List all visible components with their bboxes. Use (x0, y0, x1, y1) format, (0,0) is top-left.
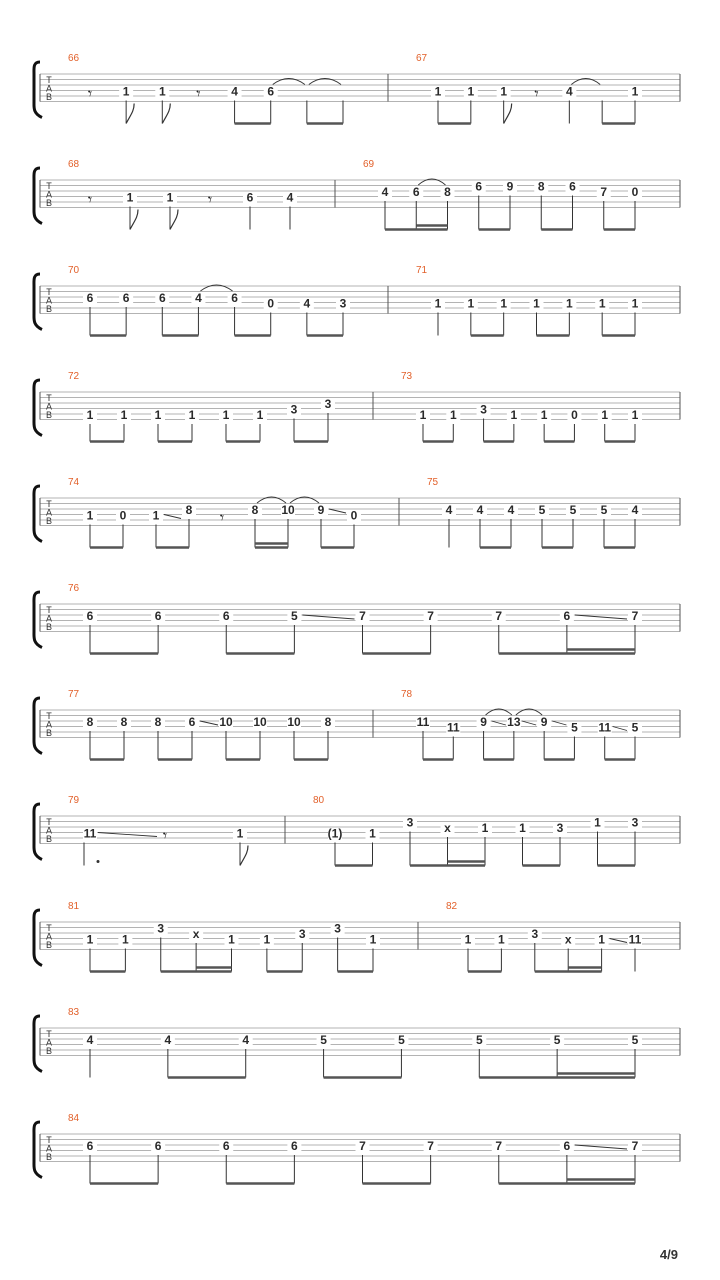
tab-clef-letter: A (45, 295, 53, 306)
tab-clef-letter: B (45, 622, 53, 632)
fret-number: 1 (369, 932, 377, 947)
eighth-rest: 𝄾 (219, 510, 225, 527)
tab-system (34, 1113, 680, 1184)
fret-number: 1 (236, 826, 244, 841)
fret-number: 7 (631, 1139, 639, 1153)
fret-number: 1 (86, 408, 94, 422)
note-flag (126, 104, 134, 124)
fret-number: 1 (419, 408, 427, 422)
system-bracket (34, 804, 42, 860)
eighth-rest: 𝄾 (87, 192, 93, 209)
fret-number: 1 (126, 190, 134, 205)
fret-number: 3 (480, 402, 487, 417)
eighth-rest: 𝄾 (207, 192, 213, 209)
slide-line (164, 515, 181, 519)
fret-number: 9 (506, 179, 514, 194)
fret-number: 4 (86, 1033, 94, 1047)
fret-number: 8 (120, 715, 128, 729)
measure-number: 70 (68, 265, 80, 276)
measure-number: 75 (427, 477, 439, 488)
tab-clef-letter: B (45, 728, 53, 738)
fret-number: 1 (598, 296, 606, 311)
fret-number: 4 (381, 185, 389, 199)
fret-number: 4 (476, 503, 484, 517)
fret-number: 5 (600, 503, 608, 517)
tab-clef-letter: T (46, 393, 52, 403)
tab-clef-letter: T (46, 181, 52, 191)
tab-clef-letter: B (45, 516, 53, 526)
fret-number: 1 (449, 408, 457, 422)
fret-number: 6 (475, 179, 483, 194)
fret-number: 1 (120, 408, 128, 422)
fret-number: 1 (263, 932, 271, 947)
fret-number: 6 (222, 1139, 230, 1153)
tab-system (34, 371, 680, 442)
fret-number: 1 (481, 821, 489, 835)
tab-clef-letter: B (45, 304, 53, 314)
fret-number: 11 (628, 932, 642, 947)
fret-number: 6 (86, 609, 94, 623)
fret-number: (1) (327, 826, 343, 841)
dot (97, 860, 100, 863)
tab-clef-letter: A (45, 1037, 53, 1048)
tab-clef-letter: B (45, 92, 53, 102)
fret-number: 1 (510, 408, 518, 422)
fret-number: 7 (427, 1139, 434, 1153)
fret-number: 1 (222, 408, 230, 422)
tab-clef-letter: B (45, 1046, 53, 1056)
tab-system (34, 159, 680, 230)
fret-number: 1 (540, 408, 548, 422)
fret-number: 0 (350, 508, 358, 523)
tab-clef-letter: B (45, 410, 53, 420)
tab-system (34, 795, 680, 866)
fret-number: 6 (291, 1139, 298, 1153)
fret-number: 6 (231, 291, 238, 305)
fret-number: 1 (434, 296, 442, 311)
tab-clef-letter: B (45, 940, 53, 950)
fret-number: 3 (339, 296, 347, 311)
fret-number: 1 (122, 932, 129, 947)
slide-line (200, 721, 218, 725)
fret-number: 1 (533, 296, 540, 311)
fret-number: 13 (507, 715, 521, 729)
fret-number: 10 (219, 715, 233, 729)
note-flag (130, 210, 138, 230)
fret-number: 4 (565, 84, 573, 99)
measure-number: 66 (68, 53, 80, 64)
fret-number: 1 (565, 296, 573, 311)
fret-number: 1 (498, 932, 505, 947)
fret-number: 1 (601, 408, 609, 422)
fret-number: 8 (154, 715, 162, 729)
system-bracket (34, 486, 42, 542)
tab-clef-letter: B (45, 834, 53, 844)
fret-number: 6 (154, 1139, 162, 1153)
fret-number: 1 (434, 84, 442, 99)
tab-clef-letter: A (45, 189, 53, 200)
fret-number: 6 (246, 190, 254, 205)
fret-number: 8 (251, 503, 259, 517)
fret-number: 5 (320, 1033, 327, 1047)
fret-number: 8 (444, 185, 451, 199)
fret-number: x (192, 927, 200, 941)
tab-system (34, 265, 680, 336)
measure-number: 69 (363, 159, 375, 170)
fret-number: 0 (119, 508, 127, 523)
tab-clef-letter: A (45, 83, 53, 94)
system-bracket (34, 274, 42, 330)
fret-number: 7 (631, 609, 639, 623)
slide-line (575, 615, 627, 619)
tab-clef-letter: A (45, 401, 53, 412)
fret-number: 3 (631, 815, 639, 830)
note-flag (162, 104, 170, 124)
tab-clef-letter: A (45, 1143, 53, 1154)
system-bracket (34, 910, 42, 966)
system-bracket (34, 168, 42, 224)
fret-number: 1 (122, 84, 130, 99)
fret-number: 11 (598, 720, 612, 735)
measure-number: 68 (68, 159, 80, 170)
fret-number: 4 (286, 190, 294, 205)
fret-number: 5 (569, 503, 577, 517)
measure-number: 72 (68, 371, 80, 382)
fret-number: 5 (631, 720, 639, 735)
fret-number: 3 (290, 402, 298, 417)
fret-number: 4 (507, 503, 515, 517)
fret-number: 0 (267, 296, 275, 311)
fret-number: 1 (631, 296, 639, 311)
system-bracket (34, 62, 42, 118)
fret-number: 10 (253, 715, 267, 729)
fret-number: 6 (222, 609, 230, 623)
fret-number: 8 (324, 715, 332, 729)
tab-clef-letter: A (45, 719, 53, 730)
fret-number: 8 (537, 179, 545, 194)
fret-number: 4 (164, 1033, 172, 1047)
fret-number: 3 (298, 927, 306, 941)
note-flag (504, 104, 512, 124)
fret-number: 1 (631, 408, 639, 422)
fret-number: x (564, 932, 572, 947)
fret-number: 1 (598, 932, 605, 947)
measure-number: 79 (68, 795, 80, 806)
system-bracket (34, 1016, 42, 1072)
fret-number: 5 (291, 609, 298, 623)
measure-number: 81 (68, 901, 80, 912)
fret-number: 11 (83, 826, 97, 841)
tab-system (34, 901, 680, 972)
fret-number: 3 (157, 921, 165, 936)
slide-line (522, 721, 536, 725)
fret-number: 9 (540, 715, 548, 729)
fret-number: 7 (495, 609, 503, 623)
fret-number: 1 (467, 296, 475, 311)
slide-line (613, 727, 627, 731)
fret-number: 3 (406, 815, 414, 830)
fret-number: 5 (631, 1033, 639, 1047)
tab-clef-letter: A (45, 825, 53, 836)
tab-clef-letter: B (45, 1152, 53, 1162)
fret-number: 1 (369, 826, 376, 841)
eighth-rest: 𝄾 (196, 86, 201, 103)
fret-number: 7 (427, 609, 434, 623)
slide-line (610, 939, 627, 943)
fret-number: 11 (446, 720, 460, 735)
fret-number: 8 (185, 503, 193, 517)
slide-line (575, 1145, 627, 1149)
slide-line (302, 615, 354, 619)
note-flag (240, 846, 248, 866)
fret-number: 6 (86, 1139, 94, 1153)
tab-clef-letter: T (46, 287, 52, 297)
tab-system (34, 689, 680, 760)
fret-number: 3 (531, 927, 539, 941)
fret-number: 1 (228, 932, 235, 947)
fret-number: 5 (398, 1033, 405, 1047)
fret-number: 4 (242, 1033, 250, 1047)
slide-line (552, 721, 566, 725)
tab-clef-letter: T (46, 817, 52, 827)
fret-number: 1 (464, 932, 472, 947)
tab-system (34, 477, 680, 548)
fret-number: 9 (480, 715, 487, 729)
fret-number: 1 (152, 508, 160, 523)
fret-number: 1 (467, 84, 475, 99)
tab-clef-letter: T (46, 75, 52, 85)
fret-number: 3 (334, 921, 341, 936)
eighth-rest: 𝄾 (87, 86, 93, 103)
fret-number: 4 (445, 503, 453, 517)
measure-number: 77 (68, 689, 80, 700)
system-bracket (34, 1122, 42, 1178)
eighth-rest: 𝄾 (534, 86, 539, 103)
fret-number: 6 (412, 185, 420, 199)
fret-number: 4 (303, 296, 311, 311)
slide-line (329, 509, 346, 513)
fret-number: 7 (495, 1139, 503, 1153)
fret-number: 0 (631, 185, 639, 199)
fret-number: 1 (500, 296, 508, 311)
measure-number: 82 (446, 901, 458, 912)
fret-number: 3 (324, 397, 332, 411)
tab-clef-letter: T (46, 1135, 52, 1145)
fret-number: 7 (600, 185, 608, 199)
measure-number: 76 (68, 583, 80, 594)
system-bracket (34, 380, 42, 436)
fret-number: 11 (416, 715, 430, 729)
measure-number: 80 (313, 795, 325, 806)
tab-clef-letter: A (45, 613, 53, 624)
note-flag (170, 210, 178, 230)
fret-number: 7 (359, 609, 366, 623)
fret-number: 5 (571, 720, 578, 735)
fret-number: x (444, 821, 451, 835)
fret-number: 1 (256, 408, 264, 422)
fret-number: 6 (188, 715, 196, 729)
fret-number: 6 (122, 291, 130, 305)
fret-number: 1 (188, 408, 196, 422)
fret-number: 6 (267, 84, 275, 99)
measure-number: 71 (416, 265, 428, 276)
fret-number: 6 (158, 291, 166, 305)
fret-number: 3 (556, 821, 564, 835)
tab-system (34, 583, 680, 654)
tab-clef-letter: B (45, 198, 53, 208)
fret-number: 1 (631, 84, 639, 99)
measure-number: 67 (416, 53, 428, 64)
tab-clef-letter: A (45, 931, 53, 942)
fret-number: 5 (553, 1033, 561, 1047)
fret-number: 8 (86, 715, 94, 729)
system-bracket (34, 698, 42, 754)
fret-number: 5 (475, 1033, 483, 1047)
page-number: 4/9 (659, 1247, 678, 1262)
tab-system (34, 1007, 680, 1078)
tab-clef-letter: A (45, 507, 53, 518)
fret-number: 7 (359, 1139, 366, 1153)
tab-clef-letter: T (46, 605, 52, 615)
tab-clef-letter: T (46, 923, 52, 933)
fret-number: 6 (569, 179, 576, 194)
fret-number: 1 (166, 190, 174, 205)
fret-number: 9 (317, 503, 325, 517)
fret-number: 10 (281, 503, 295, 517)
slide-line (492, 721, 506, 725)
measure-number: 73 (401, 371, 413, 382)
fret-number: 1 (500, 84, 508, 99)
measure-number: 74 (68, 477, 80, 488)
tab-clef-letter: T (46, 499, 52, 509)
fret-number: 1 (86, 508, 94, 523)
fret-number: 6 (563, 1139, 571, 1153)
fret-number: 1 (519, 821, 526, 835)
measure-number: 83 (68, 1007, 80, 1018)
system-bracket (34, 592, 42, 648)
measure-number: 84 (68, 1113, 80, 1124)
fret-number: 4 (231, 84, 238, 99)
fret-number: 5 (538, 503, 546, 517)
fret-number: 1 (594, 815, 601, 830)
fret-number: 1 (86, 932, 94, 947)
fret-number: 1 (158, 84, 166, 99)
fret-number: 6 (563, 609, 571, 623)
tab-clef-letter: T (46, 711, 52, 721)
eighth-rest: 𝄾 (162, 828, 168, 845)
fret-number: 6 (154, 609, 162, 623)
fret-number: 6 (86, 291, 94, 305)
slide-line (98, 833, 157, 837)
tab-system (34, 53, 680, 124)
fret-number: 10 (287, 715, 301, 729)
fret-number: 0 (571, 408, 578, 422)
fret-number: 4 (195, 291, 202, 305)
measure-number: 78 (401, 689, 413, 700)
tab-clef-letter: T (46, 1029, 52, 1039)
fret-number: 1 (154, 408, 162, 422)
fret-number: 4 (631, 503, 639, 517)
